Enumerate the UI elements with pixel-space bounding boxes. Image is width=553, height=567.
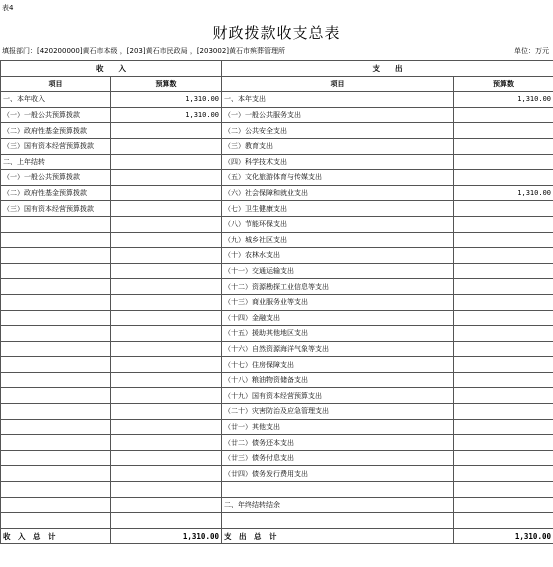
income-item-cell: （二）政府性基金预算拨款 (1, 185, 111, 201)
income-item-cell (1, 232, 111, 248)
expense-item-cell: （十二）资源勘探工业信息等支出 (222, 279, 454, 295)
table-row (1, 232, 553, 248)
expense-value-cell (454, 372, 553, 388)
expense-value-cell (454, 482, 553, 498)
table-row (1, 294, 553, 310)
expense-item-cell: （十）农林水支出 (222, 248, 454, 264)
table-row (1, 248, 553, 264)
header-row-columns (1, 76, 553, 92)
income-value-cell (111, 513, 222, 529)
table-row (1, 357, 553, 373)
expense-item-header: 项目 (222, 76, 454, 92)
total-row (1, 528, 553, 544)
income-item-header: 项目 (1, 76, 111, 92)
table-row (1, 419, 553, 435)
table-row (1, 154, 553, 170)
expense-value-cell (454, 435, 553, 451)
table-row (1, 435, 553, 451)
expense-value-cell (454, 357, 553, 373)
expense-value-cell (454, 232, 553, 248)
table-row (1, 513, 553, 529)
income-value-cell (111, 310, 222, 326)
header-row-sections (1, 61, 553, 77)
table-row (1, 482, 553, 498)
table-row (1, 170, 553, 186)
table-row (1, 326, 553, 342)
expense-item-cell: （十七）住房保障支出 (222, 357, 454, 373)
income-value-cell (111, 123, 222, 139)
income-value-cell (111, 419, 222, 435)
income-value-cell (111, 435, 222, 451)
income-value-cell (111, 216, 222, 232)
income-value-cell (111, 404, 222, 420)
expense-budget-header: 预算数 (454, 76, 553, 92)
table-row (1, 404, 553, 420)
expense-value-cell (454, 326, 553, 342)
expense-item-cell: （一）一般公共服务支出 (222, 107, 454, 123)
table-row (1, 92, 553, 108)
income-item-cell (1, 404, 111, 420)
expense-item-cell: （十一）交通运输支出 (222, 263, 454, 279)
expense-item-cell: （廿一）其他支出 (222, 419, 454, 435)
income-item-cell (1, 466, 111, 482)
income-value-cell (111, 326, 222, 342)
income-value-cell (111, 138, 222, 154)
expense-value-cell (454, 107, 553, 123)
income-value-cell (111, 232, 222, 248)
expense-value-cell (454, 263, 553, 279)
expense-item-cell (222, 513, 454, 529)
expense-item-cell: （二十）灾害防治及应急管理支出 (222, 404, 454, 420)
expense-item-cell: （七）卫生健康支出 (222, 201, 454, 217)
income-value-cell: 1,310.00 (111, 92, 222, 108)
income-value-cell (111, 170, 222, 186)
income-item-cell (1, 513, 111, 529)
income-item-cell (1, 497, 111, 513)
unit-label: 单位：万元 (514, 47, 549, 55)
expense-value-cell (454, 497, 553, 513)
expense-item-cell: （二）公共安全支出 (222, 123, 454, 139)
fiscal-summary-table (0, 60, 553, 544)
expense-value-cell (454, 404, 553, 420)
income-value-cell (111, 482, 222, 498)
expense-item-cell: （廿三）债务付息支出 (222, 450, 454, 466)
expense-item-cell: （三）教育支出 (222, 138, 454, 154)
income-item-cell (1, 326, 111, 342)
table-row (1, 138, 553, 154)
table-row (1, 279, 553, 295)
income-value-cell (111, 497, 222, 513)
expense-total-label: 支 出 总 计 (222, 528, 454, 544)
expense-section-header: 支 出 (222, 61, 553, 77)
income-section-header: 收 入 (1, 61, 222, 77)
income-budget-header: 预算数 (111, 76, 222, 92)
expense-value-cell (454, 341, 553, 357)
expense-item-cell (222, 482, 454, 498)
table-row (1, 201, 553, 217)
table-row (1, 216, 553, 232)
table-row (1, 123, 553, 139)
income-value-cell (111, 185, 222, 201)
page-title: 财政拨款收支总表 (212, 24, 341, 42)
expense-value-cell (454, 310, 553, 326)
income-item-cell (1, 279, 111, 295)
expense-total-value: 1,310.00 (454, 528, 553, 544)
income-value-cell (111, 294, 222, 310)
expense-item-cell: （十三）商业服务业等支出 (222, 294, 454, 310)
income-total-value: 1,310.00 (111, 528, 222, 544)
expense-value-cell (454, 466, 553, 482)
income-item-cell: 一、本年收入 (1, 92, 111, 108)
expense-item-cell: （四）科学技术支出 (222, 154, 454, 170)
expense-item-cell: 一、本年支出 (222, 92, 454, 108)
table-row (1, 450, 553, 466)
expense-item-cell: 二、年终结转结余 (222, 497, 454, 513)
expense-value-cell (454, 279, 553, 295)
income-item-cell (1, 435, 111, 451)
income-item-cell (1, 482, 111, 498)
income-item-cell (1, 216, 111, 232)
expense-value-cell (454, 388, 553, 404)
dept-label: 填报部门：[420200000]黄石市本级 ，[203]黄石市民政局 ，[203002]黄石市殡葬管理所 (2, 47, 286, 55)
income-item-cell (1, 263, 111, 279)
table-row (1, 185, 553, 201)
expense-item-cell: （廿二）债务还本支出 (222, 435, 454, 451)
income-item-cell (1, 294, 111, 310)
expense-item-cell: （九）城乡社区支出 (222, 232, 454, 248)
income-item-cell: （一）一般公共预算拨款 (1, 170, 111, 186)
table-row (1, 372, 553, 388)
expense-value-cell (454, 216, 553, 232)
expense-value-cell (454, 248, 553, 264)
income-item-cell (1, 419, 111, 435)
income-value-cell (111, 263, 222, 279)
table-row (1, 388, 553, 404)
income-item-cell: （三）国有资本经营预算拨款 (1, 138, 111, 154)
income-item-cell (1, 450, 111, 466)
expense-item-cell: （廿四）债务发行费用支出 (222, 466, 454, 482)
report-meta (2, 46, 551, 56)
income-item-cell: 二、上年结转 (1, 154, 111, 170)
income-item-cell (1, 341, 111, 357)
income-item-cell (1, 310, 111, 326)
income-item-cell: （一）一般公共预算拨款 (1, 107, 111, 123)
expense-item-cell: （十八）粮油物资储备支出 (222, 372, 454, 388)
expense-item-cell: （十九）国有资本经营预算支出 (222, 388, 454, 404)
expense-value-cell (454, 294, 553, 310)
income-value-cell (111, 466, 222, 482)
expense-value-cell (454, 154, 553, 170)
expense-item-cell: （十六）自然资源海洋气象等支出 (222, 341, 454, 357)
income-value-cell (111, 450, 222, 466)
expense-value-cell (454, 513, 553, 529)
expense-item-cell: （六）社会保障和就业支出 (222, 185, 454, 201)
income-item-cell: （二）政府性基金预算拨款 (1, 123, 111, 139)
income-value-cell (111, 279, 222, 295)
income-total-label: 收 入 总 计 (1, 528, 111, 544)
income-item-cell (1, 388, 111, 404)
table-id-label: 表4 (2, 4, 14, 12)
expense-value-cell (454, 201, 553, 217)
table-row (1, 341, 553, 357)
expense-item-cell: （八）节能环保支出 (222, 216, 454, 232)
income-item-cell (1, 248, 111, 264)
expense-item-cell: （十五）援助其他地区支出 (222, 326, 454, 342)
table-row (1, 497, 553, 513)
income-value-cell (111, 372, 222, 388)
expense-item-cell: （十四）金融支出 (222, 310, 454, 326)
expense-item-cell: （五）文化旅游体育与传媒支出 (222, 170, 454, 186)
income-value-cell (111, 248, 222, 264)
income-value-cell: 1,310.00 (111, 107, 222, 123)
expense-value-cell (454, 138, 553, 154)
expense-value-cell (454, 450, 553, 466)
income-item-cell (1, 357, 111, 373)
income-item-cell: （三）国有资本经营预算拨款 (1, 201, 111, 217)
table-row (1, 107, 553, 123)
table-row (1, 263, 553, 279)
income-value-cell (111, 201, 222, 217)
table-row (1, 466, 553, 482)
expense-value-cell (454, 419, 553, 435)
expense-value-cell (454, 170, 553, 186)
income-value-cell (111, 357, 222, 373)
expense-value-cell: 1,310.00 (454, 92, 553, 108)
income-item-cell (1, 372, 111, 388)
expense-value-cell: 1,310.00 (454, 185, 553, 201)
table-row (1, 310, 553, 326)
income-value-cell (111, 341, 222, 357)
expense-value-cell (454, 123, 553, 139)
income-value-cell (111, 388, 222, 404)
income-value-cell (111, 154, 222, 170)
